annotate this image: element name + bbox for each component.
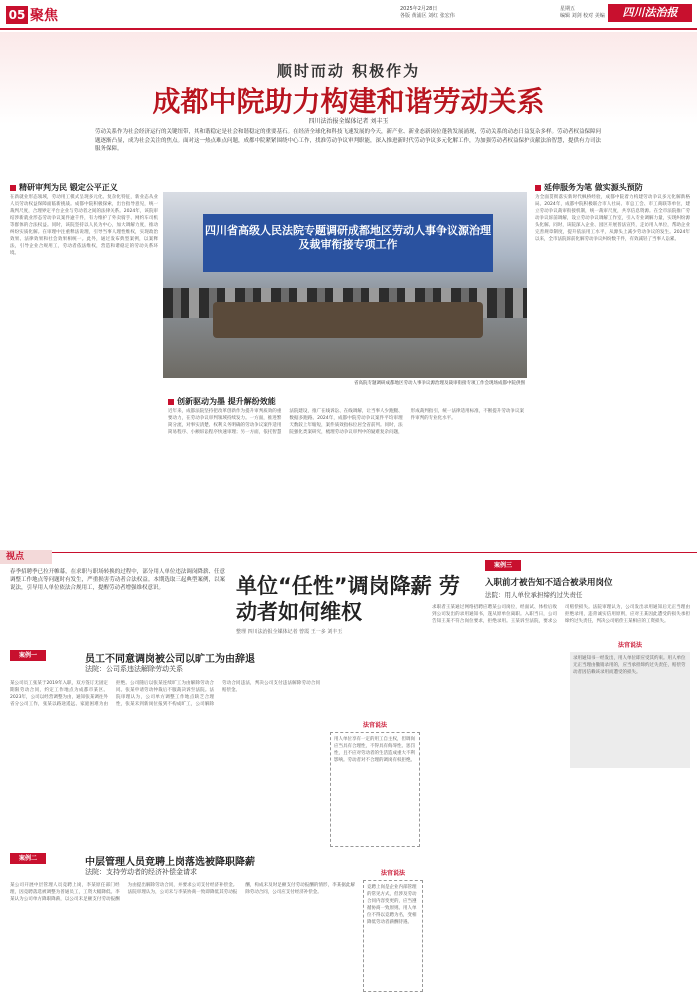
section-body-2: 为全面贯彻落实新时代枫桥经验，成都中院着力构建劳动争议多元化解新格局。2024年，成都中院积极联合市人社局、市总工会、市工商联等单位，建立劳动争议裁审衔接机制，统一裁审尺度，共享信息资源。在全市法院推广劳动争议诉前调解，设立劳动争议调解工作室，引入专业调解力量，实现纠纷源头化解。同时，该院深入企业、园区开展普法宣传，走访用人单位，帮助企业完善规章制度，提升依法用工水平，从源头上减少劳动争议的发生。2024年以来，全市法院诉前化解劳动争议纠纷数千件，有效减轻了当事人讼累。 bbox=[535, 195, 690, 242]
article-byline: 四川法治报全媒体记者 刘丰玉 bbox=[308, 118, 389, 125]
article-lead: 劳动关系作为社会经济运行的关键纽带，其和谐稳定是社会和谐稳定的重要基石。在经济全球化和科技飞速发展的今天，新产业、新业态新岗位蓬勃发展涌现，劳动关系的动态日益复杂多样。劳动者权益保障问题逐渐凸显，成为社会关注的焦点。面对这一热点难点问题，成都中院紧紧围绕中心工作，找准劳动争议审判职能，深入推进新时代劳动争议多元化解工作，为加强劳动者权益保护贡献法治智慧，提供有力司法服务保障。 bbox=[95, 129, 602, 152]
case-3-tag: 案例三 bbox=[485, 560, 521, 571]
conference-photo bbox=[163, 192, 527, 378]
case-3-law-heading: 法官说法 bbox=[617, 642, 642, 649]
case-3-subtitle: 法院：用人单位承担缔约过失责任 bbox=[485, 591, 583, 599]
case-2-subtitle: 法院：支持劳动者的经济补偿金请求 bbox=[85, 868, 197, 876]
case-3-law-body: 录用通知书一经发出，用人单位即应受其约束。用人单位无正当理由撤销录用的，应当承担缔约过失责任，赔偿劳动者因信赖该录用而遭受的损失。 bbox=[570, 652, 690, 768]
case-2-law-heading: 法官说法 bbox=[380, 870, 405, 877]
page-number-badge: 05 bbox=[6, 6, 28, 24]
section-title: 聚焦 bbox=[30, 8, 58, 24]
viewpoint-rule bbox=[0, 552, 697, 553]
case-1-body: 某公司员工张某于2019年入职，双方签订无固定期限劳动合同，约定工作地点为成都市某区。2023年，公司以经营调整为由，通知张某调往外省分公司工作，张某以路途遥远、家庭困难为由拒绝。公司随后以张某连续旷工为由解除劳动合同。张某申请劳动仲裁后不服裁决诉至法院。法院审理认为，公司单方调整工作地点缺乏合理性，张某未到新岗位报到不构成旷工，公司解除劳动合同违法，判决公司支付违法解除劳动合同赔偿金。 bbox=[10, 681, 320, 707]
viewpoint-byline: 整理 四川法治报全媒体记者 曾霞 王一多 刘丰玉 bbox=[236, 629, 343, 635]
photo-table bbox=[213, 302, 483, 338]
case-2-tag: 案例二 bbox=[10, 853, 46, 864]
case-1-law-heading: 法官说法 bbox=[362, 722, 387, 729]
viewpoint-tag: 视点 bbox=[0, 550, 52, 564]
weekday: 星期五 bbox=[560, 6, 576, 12]
issue-details: 各版 黄浦区 刘红 张宏伟 bbox=[400, 13, 455, 19]
case-3-title: 入职前才被告知不适合被录用岗位 bbox=[485, 578, 613, 588]
editor-names: 编辑 刘剑 校对 美编 bbox=[560, 13, 605, 19]
article-headline: 成都中院助力构建和谐劳动关系 bbox=[152, 85, 545, 118]
newspaper-logo: 四川法治报 bbox=[608, 4, 692, 22]
section-heading-2: 延伸服务为笔 做实源头预防 bbox=[535, 182, 643, 193]
case-1-title: 员工不同意调岗被公司以旷工为由辞退 bbox=[85, 654, 255, 665]
header-rule bbox=[0, 28, 697, 30]
article-kicker: 顺时而动 积极作为 bbox=[276, 62, 421, 80]
case-2-title: 中层管理人员竞聘上岗落选被降职降薪 bbox=[85, 857, 255, 868]
case-1-subtitle: 法院：公司系违法解除劳动关系 bbox=[85, 665, 183, 673]
viewpoint-intro: 春季招聘季已拉开帷幕，在求职与职场转换的过程中，部分用人单位违法调岗降薪、任意调整工作地点等问题时有发生，严重损害劳动者合法权益。本期选取三起典型案例，以案说法，引导用人单位依法合规用工，提醒劳动者增强维权意识。 bbox=[10, 569, 225, 591]
viewpoint-title: 单位“任性”调岗降薪 劳动者如何维权 bbox=[236, 574, 460, 624]
header-date-block bbox=[400, 6, 455, 20]
section-heading-3: 创新驱动为墨 提升解纷效能 bbox=[168, 396, 276, 407]
case-1-tag: 案例一 bbox=[10, 650, 46, 661]
case-2-body: 某公司开展中层管理人员竞聘上岗，李某原任部门经理，因竞聘落选被调整为普通员工，工资大幅降低。李某认为公司单方降职降薪，以公司未足额支付劳动报酬为由提出解除劳动合同，并要求公司支付经济补偿金。法院审理认为，公司未与李某协商一致即降低其劳动报酬，构成未及时足额支付劳动报酬的情形，李某据此解除劳动合同，公司应支付经济补偿金。 bbox=[10, 883, 355, 902]
photo-banner-text: 四川省高级人民法院专题调研成都地区劳动人事争议源治理及裁审衔接专项工作 bbox=[205, 224, 491, 251]
case-3-body: 求职者王某通过网络招聘应聘某公司岗位，经面试、体检后收到公司发出的录用通知书，遂从原单位离职。入职当日，公司告知王某不符合岗位要求，拒绝录用。王某诉至法院，要求公司赔偿损失。法院审理认为，公司发出录用通知后无正当理由拒绝录用，违背诚实信用原则，应对王某因此遭受的损失承担缔约过失责任，判决公司赔偿王某相应的工资损失。 bbox=[432, 605, 690, 624]
photo-banner bbox=[203, 214, 493, 272]
section-body-3: 近年来，成都法院坚持把改革创新作为提升审判质效的重要动力，在劳动争议审判领域持续发力。一方面，推进繁简分流，对事实清楚、权利义务明确的劳动争议案件适用简易程序、小额诉讼程序快速审理；另一方面，依托智慧法院建设，推广在线诉讼、在线调解，让当事人少跑腿、数据多跑路。2024年，成都中院劳动争议案件平均审理天数较上年缩短，案件质效指标位居全省前列。同时，法院强化类案研究，梳理劳动争议审判中的疑难复杂问题，形成裁判指引，统一法律适用标准，不断提升劳动争议案件审判的专业化水平。 bbox=[168, 409, 524, 435]
photo-caption: 省高院专题调研成都地区劳动人事争议源治理及裁审衔接专项工作会现场成都中院供图 bbox=[354, 381, 525, 386]
section-heading-1: 精研审判为民 锻定公平正义 bbox=[10, 182, 118, 193]
header-editor-block bbox=[560, 6, 605, 20]
section-body-1: 在新就业形态领域，劳动用工模式呈现多元化、复杂化特征，新业态从业人员劳动权益保障面临新挑战。成都中院积极探索，出台指导意见，统一裁判尺度，合理界定平台企业与劳动者之间的法律关系。2024年，该院审结涉新就业形态劳动争议案件逾千件，有力维护了外卖骑手、网约车司机等群体的合法权益。同时，该院坚持以人民为中心，加大调解力度，推动纠纷实质化解。在审理中注重释法说理，引导当事人理性维权，实现政治效果、法律效果和社会效果相统一。此外，通过发布典型案例，以案释法，引导企业合规用工，劳动者依法维权，营造和谐稳定的劳动关系环境。 bbox=[10, 195, 158, 256]
case-1-law-body: 用人单位享有一定的用工自主权，但调岗应当具有合理性，不得具有侮辱性、惩罚性，且不应对劳动者的生活造成重大不利影响。劳动者对不合理的调岗有权拒绝。 bbox=[330, 732, 420, 847]
case-2-law-body: 竞聘上岗是企业内部管理的常见方式，但涉及劳动合同内容变更的，应当遵循协商一致原则。用人单位不得以竞聘为名，变相降低劳动者薪酬待遇。 bbox=[363, 880, 423, 992]
issue-date: 2025年2月28日 bbox=[400, 6, 438, 12]
